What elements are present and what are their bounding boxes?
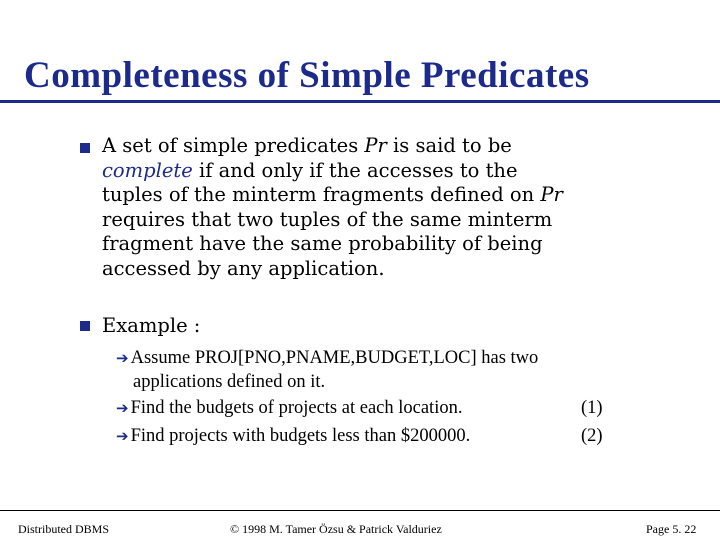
sub-item-text: Find the budgets of projects at each location. bbox=[130, 398, 463, 418]
sub-item-query-2 bbox=[116, 426, 716, 447]
square-bullet-icon bbox=[80, 143, 90, 153]
sub-item-assume bbox=[116, 348, 716, 369]
title-underline bbox=[0, 100, 720, 103]
definition-line-1 bbox=[102, 134, 702, 159]
footer-copyright: © 1998 M. Tamer Özsu & Patrick Valduriez bbox=[230, 522, 442, 536]
arrow-right-icon: ➔ bbox=[116, 399, 129, 417]
text-run: is said to be bbox=[386, 134, 512, 157]
complete-term: complete bbox=[102, 158, 193, 182]
text-run: if and only if the accesses to the bbox=[192, 158, 518, 182]
definition-line-4: requires that two tuples of the same minterm bbox=[102, 207, 553, 231]
pr-symbol: Pr bbox=[364, 134, 387, 157]
definition-line-3 bbox=[102, 183, 702, 208]
pr-symbol: Pr bbox=[540, 183, 563, 206]
arrow-right-icon: ➔ bbox=[116, 427, 129, 445]
sub-item-assume-continued: applications defined on it. bbox=[133, 372, 326, 392]
arrow-right-icon: ➔ bbox=[116, 349, 129, 367]
sub-item-text: Find projects with budgets less than $200000. bbox=[130, 426, 471, 446]
definition-line-6: accessed by any application. bbox=[102, 256, 385, 280]
example-label: Example : bbox=[102, 314, 201, 337]
footer-course: Distributed DBMS bbox=[18, 522, 110, 536]
query-number: (2) bbox=[581, 426, 603, 446]
footer-page-number: Page 5. 22 bbox=[646, 522, 697, 536]
text-run: tuples of the minterm fragments defined on bbox=[102, 183, 541, 206]
definition-paragraph bbox=[102, 134, 702, 281]
sub-item-text: Assume PROJ[PNO,PNAME,BUDGET,LOC] has two bbox=[130, 348, 539, 368]
square-bullet-icon bbox=[80, 321, 90, 331]
footer-divider bbox=[0, 510, 720, 511]
text-run: A set of simple predicates bbox=[102, 134, 365, 157]
sub-item-query-1 bbox=[116, 398, 716, 419]
query-number: (1) bbox=[581, 398, 603, 418]
definition-line-5: fragment have the same probability of being bbox=[102, 232, 543, 255]
slide-title: Completeness of Simple Predicates bbox=[24, 55, 590, 96]
definition-line-2 bbox=[102, 159, 702, 184]
